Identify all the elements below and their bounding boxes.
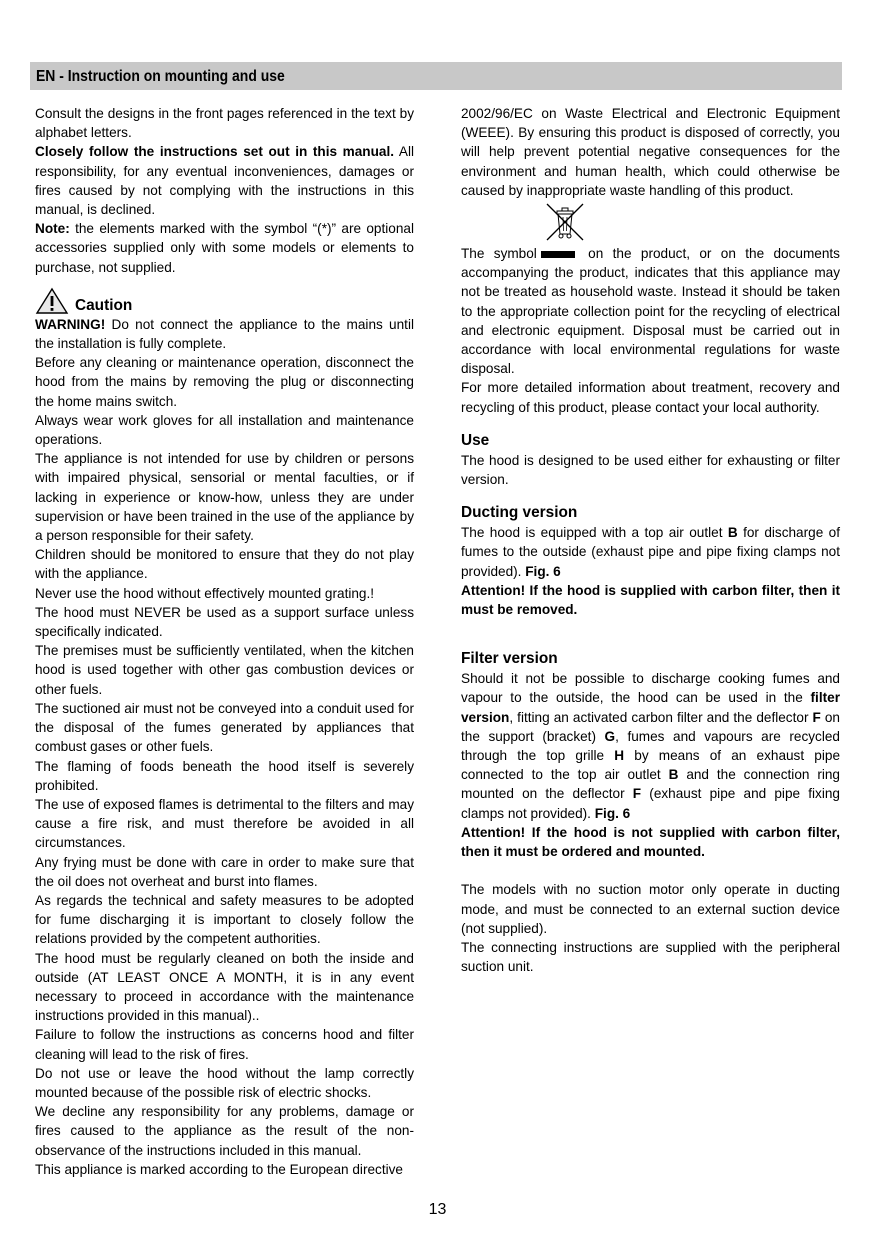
safety-paragraph: As regards the technical and safety measures to be adopted for fume discharging it is important to closely follow the relations provided by the competent authorities. xyxy=(35,892,414,947)
instructions-paragraph xyxy=(35,142,414,219)
ducting-figure-ref: Fig. 6 xyxy=(525,563,561,579)
models-paragraph: The models with no suction motor only operate in ducting mode, and must be connected to an external suction device (not supplied). xyxy=(461,882,840,936)
symbol-paragraph xyxy=(461,244,840,378)
filter-text: Should it not be possible to discharge cooking fumes and vapour to the outside, the hood can be used in the xyxy=(461,671,840,706)
warning-text: Do not connect the appliance to the mains until the installation is fully complete. xyxy=(35,316,414,352)
black-bar-icon xyxy=(541,251,575,258)
weee-paragraph: 2002/96/EC on Waste Electrical and Electronic Equipment (WEEE). By ensuring this product is disposed of correctly, you will help prevent potential negative consequences for the environment and human health, which could otherwise be caused by inappropriate waste handling of this product. xyxy=(461,106,840,198)
filter-text: and the connection ring mounted on the deflector xyxy=(461,767,840,802)
filter-ref-f2: F xyxy=(632,786,642,802)
ducting-attention-text: Attention! If the hood is supplied with carbon filter, then it must be removed. xyxy=(461,582,840,618)
ducting-text: for discharge of fumes to the outside (exhaust pipe and pipe fixing clamps not provided). xyxy=(461,525,840,579)
safety-paragraph: We decline any responsibility for any problems, damage or fires caused to the appliance as the result of the non-observance of the instructions included in this manual. xyxy=(35,1104,414,1158)
instructions-text: All responsibility, for any eventual inconveniences, damages or fires caused by not complying with the instructions in this manual, is declined. xyxy=(35,144,414,218)
right-column xyxy=(461,104,840,976)
note-paragraph xyxy=(35,219,414,277)
left-column xyxy=(35,104,414,1179)
filter-paragraph xyxy=(461,669,840,823)
note-label: Note: xyxy=(35,221,70,237)
ducting-text: The hood is equipped with a top air outlet xyxy=(461,525,728,541)
safety-paragraph: Any frying must be done with care in order to make sure that the oil does not overheat and burst into flames. xyxy=(35,854,414,889)
page-number: 13 xyxy=(428,1201,447,1218)
safety-paragraph: The appliance is not intended for use by children or persons with impaired physical, sensorial or mental faculties, or if lacking in experience or know-how, unless they are under supervision or have been trained in the use of the appliance by a person responsible for their safety. xyxy=(35,451,414,544)
filter-attention xyxy=(461,823,840,861)
filter-text: by means of an exhaust pipe connected to the top air outlet xyxy=(461,748,840,783)
filter-ref-g: G xyxy=(604,728,616,744)
symbol-text-after: on the product, or on the documents accompanying the product, indicates that this appliance may not be treated as household waste. Instead it should be taken to the appropriate collection point for the recycling of electrical and electronic equipment. Disposal must be carried out in accordance with local environmental regulations for waste disposal. xyxy=(461,246,840,377)
instructions-bold: Closely follow the instructions set out in this manual. xyxy=(35,144,395,160)
safety-paragraph: Failure to follow the instructions as concerns hood and filter cleaning will lead to the risk of fires. xyxy=(35,1027,414,1062)
caution-heading xyxy=(35,285,414,315)
safety-paragraph: Children should be monitored to ensure that they do not play with the appliance. xyxy=(35,547,414,582)
filter-figure-ref: Fig. 6 xyxy=(594,805,631,821)
section-header xyxy=(30,62,842,90)
safety-paragraph: The suctioned air must not be conveyed into a conduit used for the disposal of the fumes generated by appliances that combust gases or other fuels. xyxy=(35,700,414,755)
safety-paragraph: Do not use or leave the hood without the lamp correctly mounted because of the possible risk of electric shocks. xyxy=(35,1065,414,1100)
safety-paragraph: Always wear work gloves for all installation and maintenance operations. xyxy=(35,412,414,448)
safety-paragraph: The hood must be regularly cleaned on both the inside and outside (AT LEAST ONCE A MONTH, it is in any event necessary to proceed in accordance with the maintenance instructions provided in this manual).. xyxy=(35,950,414,1024)
safety-paragraph: This appliance is marked according to the European directive xyxy=(35,1161,403,1177)
safety-paragraph: Never use the hood without effectively mounted grating.! xyxy=(35,585,375,601)
filter-ref-h: H xyxy=(614,748,625,764)
page-title: EN - Instruction on mounting and use xyxy=(36,68,285,85)
symbol-text-before: The symbol xyxy=(461,246,537,262)
use-title: Use xyxy=(461,431,490,449)
ducting-paragraph xyxy=(461,523,840,581)
note-text: the elements marked with the symbol “(*)” are optional accessories supplied only with some models or elements to purchase, not supplied. xyxy=(35,221,414,275)
warning-label: WARNING! xyxy=(35,316,106,332)
safety-paragraph: The flaming of foods beneath the hood itself is severely prohibited. xyxy=(35,758,414,793)
filter-text: (exhaust pipe and pipe fixing clamps not provided). xyxy=(461,786,840,821)
more-info-paragraph: For more detailed information about treatment, recovery and recycling of this product, please contact your local authority. xyxy=(461,380,840,415)
safety-paragraph: The use of exposed flames is detrimental to the filters and may cause a fire risk, and must therefore be avoided in all circumstances. xyxy=(35,796,414,851)
safety-paragraph: The hood must NEVER be used as a support surface unless specifically indicated. xyxy=(35,604,414,640)
weee-symbol-row xyxy=(461,200,840,244)
connecting-paragraph: The connecting instructions are supplied with the peripheral suction unit. xyxy=(461,939,840,975)
filter-text: , fitting an activated carbon filter and the deflector xyxy=(509,709,813,725)
use-paragraph: The hood is designed to be used either for exhausting or filter version. xyxy=(461,452,840,488)
filter-ref-f: F xyxy=(812,709,821,725)
warning-paragraph xyxy=(35,315,414,353)
caution-title: Caution xyxy=(75,296,133,314)
filter-text: on the support (bracket) xyxy=(461,709,840,744)
filter-text: , fumes and vapours are recycled through the top grille xyxy=(461,728,840,764)
safety-paragraph: Before any cleaning or maintenance operation, disconnect the hood from the mains by removing the plug or disconnecting the home mains switch. xyxy=(35,355,414,409)
ducting-title: Ducting version xyxy=(461,504,578,522)
warning-triangle-icon xyxy=(35,287,69,315)
safety-paragraph: The premises must be sufficiently ventilated, when the kitchen hood is used together with other gas combustion devices or other fuels. xyxy=(35,643,414,697)
filter-title: Filter version xyxy=(461,650,558,668)
filter-attention-text: Attention! If the hood is not supplied with carbon filter, then it must be ordered and mounted. xyxy=(461,824,840,860)
crossed-out-bin-icon xyxy=(543,202,587,242)
filter-version-bold: filter version xyxy=(461,690,840,725)
intro-paragraph: Consult the designs in the front pages referenced in the text by alphabet letters. xyxy=(35,106,414,141)
ducting-outlet-ref: B xyxy=(727,525,738,541)
ducting-attention xyxy=(461,581,840,619)
filter-ref-b: B xyxy=(668,767,679,783)
